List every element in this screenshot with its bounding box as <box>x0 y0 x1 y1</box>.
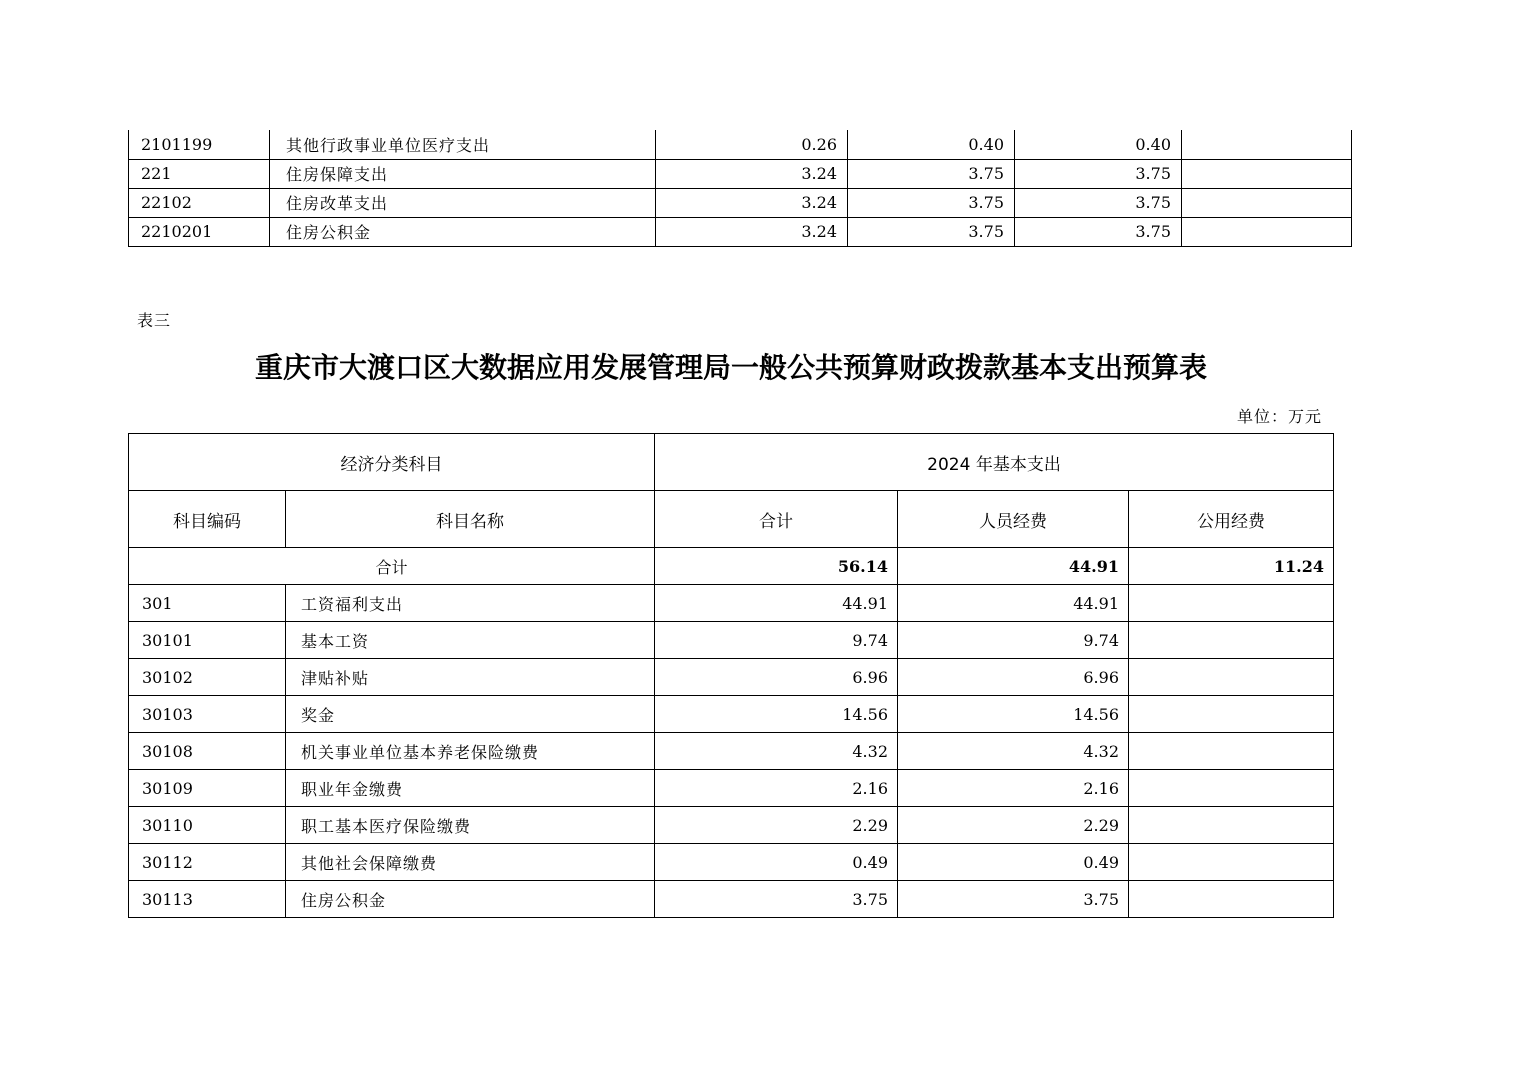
row-value: 3.24 <box>656 188 848 217</box>
table-caption: 表三 <box>137 311 172 330</box>
row-code: 30101 <box>129 622 286 659</box>
row-value <box>1182 159 1352 188</box>
total-row <box>129 548 1334 585</box>
row-code: 30103 <box>129 696 286 733</box>
row-code: 30109 <box>129 770 286 807</box>
row-value: 0.40 <box>848 130 1015 159</box>
row-personnel: 2.29 <box>898 807 1129 844</box>
row-name: 工资福利支出 <box>286 585 655 622</box>
row-public <box>1129 622 1334 659</box>
row-total: 2.16 <box>655 770 898 807</box>
row-personnel: 14.56 <box>898 696 1129 733</box>
row-code: 30113 <box>129 881 286 918</box>
row-public <box>1129 770 1334 807</box>
row-personnel: 44.91 <box>898 585 1129 622</box>
row-name: 奖金 <box>286 696 655 733</box>
header-personnel: 人员经费 <box>898 491 1129 548</box>
table-row <box>129 881 1334 918</box>
row-public <box>1129 881 1334 918</box>
total-public: 11.24 <box>1129 548 1334 585</box>
header-name: 科目名称 <box>286 491 655 548</box>
budget-table <box>128 433 1334 918</box>
row-code: 2210201 <box>129 217 270 246</box>
table-row <box>129 159 1352 188</box>
row-personnel: 4.32 <box>898 733 1129 770</box>
row-value: 3.75 <box>848 159 1015 188</box>
row-code: 2101199 <box>129 130 270 159</box>
row-value <box>1182 217 1352 246</box>
row-name: 其他社会保障缴费 <box>286 844 655 881</box>
row-name: 津贴补贴 <box>286 659 655 696</box>
table-row <box>129 585 1334 622</box>
table-row <box>129 130 1352 159</box>
row-name: 住房改革支出 <box>270 188 656 217</box>
total-label: 合计 <box>129 548 655 585</box>
row-total: 6.96 <box>655 659 898 696</box>
row-code: 30112 <box>129 844 286 881</box>
row-public <box>1129 696 1334 733</box>
row-value: 3.75 <box>1015 159 1182 188</box>
row-public <box>1129 844 1334 881</box>
row-personnel: 9.74 <box>898 622 1129 659</box>
header-total: 合计 <box>655 491 898 548</box>
row-value: 0.26 <box>656 130 848 159</box>
row-name: 住房公积金 <box>286 881 655 918</box>
total-personnel: 44.91 <box>898 548 1129 585</box>
row-total: 4.32 <box>655 733 898 770</box>
row-personnel: 3.75 <box>898 881 1129 918</box>
row-name: 基本工资 <box>286 622 655 659</box>
table-row <box>129 659 1334 696</box>
row-personnel: 0.49 <box>898 844 1129 881</box>
row-name: 职业年金缴费 <box>286 770 655 807</box>
row-total: 2.29 <box>655 807 898 844</box>
table-row <box>129 733 1334 770</box>
header-basic-expenditure: 2024 年基本支出 <box>655 434 1334 491</box>
table-row <box>129 770 1334 807</box>
row-name: 职工基本医疗保险缴费 <box>286 807 655 844</box>
row-total: 44.91 <box>655 585 898 622</box>
row-value: 3.75 <box>848 188 1015 217</box>
header-code: 科目编码 <box>129 491 286 548</box>
table-row <box>129 807 1334 844</box>
row-public <box>1129 733 1334 770</box>
page-title: 重庆市大渡口区大数据应用发展管理局一般公共预算财政拨款基本支出预算表 <box>254 351 1207 384</box>
row-value: 3.75 <box>848 217 1015 246</box>
row-total: 3.75 <box>655 881 898 918</box>
continued-table <box>128 130 1352 247</box>
header-economic-category: 经济分类科目 <box>129 434 655 491</box>
row-code: 22102 <box>129 188 270 217</box>
row-public <box>1129 807 1334 844</box>
row-public <box>1129 585 1334 622</box>
row-value: 0.40 <box>1015 130 1182 159</box>
row-name: 住房公积金 <box>270 217 656 246</box>
table-row <box>129 217 1352 246</box>
row-personnel: 6.96 <box>898 659 1129 696</box>
table-row <box>129 696 1334 733</box>
row-name: 其他行政事业单位医疗支出 <box>270 130 656 159</box>
table-row <box>129 844 1334 881</box>
row-name: 机关事业单位基本养老保险缴费 <box>286 733 655 770</box>
header-public: 公用经费 <box>1129 491 1334 548</box>
row-total: 0.49 <box>655 844 898 881</box>
row-value: 3.75 <box>1015 217 1182 246</box>
row-personnel: 2.16 <box>898 770 1129 807</box>
row-value <box>1182 188 1352 217</box>
row-value: 3.24 <box>656 159 848 188</box>
table-row <box>129 622 1334 659</box>
total-value: 56.14 <box>655 548 898 585</box>
row-code: 30110 <box>129 807 286 844</box>
row-name: 住房保障支出 <box>270 159 656 188</box>
table-row <box>129 188 1352 217</box>
unit-label: 单位：万元 <box>1236 407 1322 426</box>
row-value: 3.75 <box>1015 188 1182 217</box>
row-total: 9.74 <box>655 622 898 659</box>
row-code: 301 <box>129 585 286 622</box>
row-public <box>1129 659 1334 696</box>
row-total: 14.56 <box>655 696 898 733</box>
row-code: 30102 <box>129 659 286 696</box>
row-code: 30108 <box>129 733 286 770</box>
row-value <box>1182 130 1352 159</box>
row-code: 221 <box>129 159 270 188</box>
row-value: 3.24 <box>656 217 848 246</box>
